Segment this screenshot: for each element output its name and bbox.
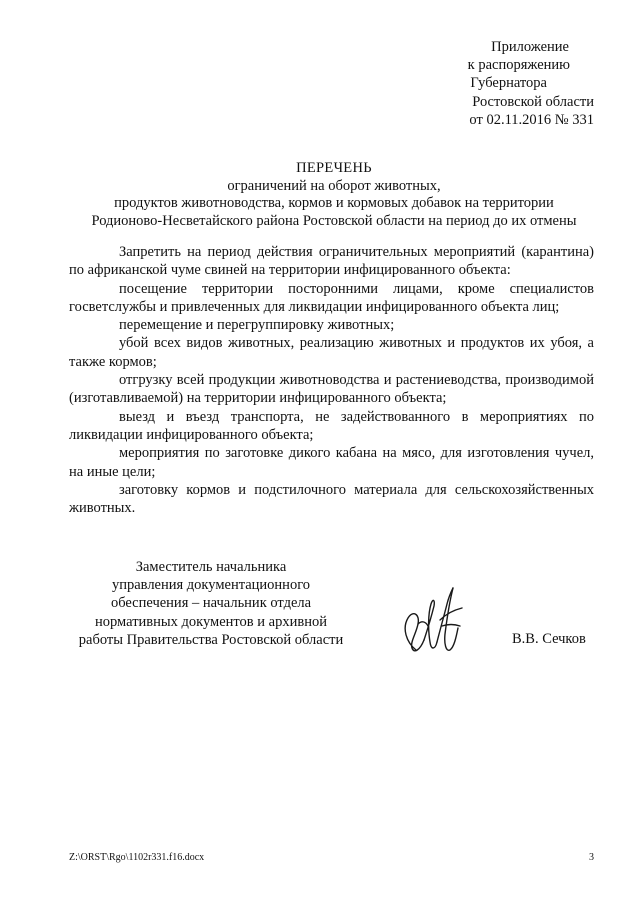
body-paragraph: Запретить на период действия ограничительных мероприятий (карантина) по африканской чуме свиней на территории инфицированного объекта: bbox=[69, 244, 594, 279]
signer-name: В.В. Сечков bbox=[512, 631, 586, 647]
appendix-line: Приложение bbox=[491, 39, 569, 55]
signatory-line: управления документационного bbox=[111, 577, 311, 594]
footer-file-path: Z:\ORST\Rgo\1102r331.f16.docx bbox=[69, 852, 205, 863]
body-paragraph: выезд и въезд транспорта, не задействованного в мероприятиях по ликвидации инфицированного объекта; bbox=[69, 408, 594, 443]
body-paragraph: посещение территории посторонними лицами, кроме специалистов госветслужбы и привлеченных для ликвидации инфицированного объекта лиц; bbox=[69, 280, 594, 315]
title-heading: ПЕРЕЧЕНЬ bbox=[296, 160, 372, 176]
signatory-line: работы Правительства Ростовской области bbox=[78, 631, 344, 648]
appendix-line: от 02.11.2016 № 331 bbox=[469, 111, 594, 128]
footer-page-number: 3 bbox=[589, 852, 594, 863]
signatory-position bbox=[66, 558, 356, 649]
signatory-line: нормативных документов и архивной bbox=[95, 613, 327, 630]
signatory-line: Заместитель начальника bbox=[135, 559, 287, 575]
signatory-line: обеспечения – начальник отдела bbox=[110, 595, 312, 612]
title-line: ограничений на оборот животных, bbox=[227, 177, 441, 194]
body-paragraph: отгрузку всей продукции животноводства и растениеводства, производимой (изготавливаемой) на территории инфицированного объекта; bbox=[69, 372, 594, 407]
title-line: Родионово-Несветайского района Ростовской области на период до их отмены bbox=[91, 212, 577, 229]
appendix-line: Губернатора bbox=[470, 75, 547, 92]
appendix-line: Ростовской области bbox=[472, 93, 594, 110]
body-paragraph: перемещение и перегруппировку животных; bbox=[119, 317, 395, 334]
body-paragraph: убой всех видов животных, реализацию животных и продуктов их убоя, а также кормов; bbox=[69, 335, 594, 370]
document-title bbox=[46, 160, 622, 230]
document-body bbox=[69, 243, 594, 517]
title-line: продуктов животноводства, кормов и кормовых добавок на территории bbox=[114, 195, 554, 212]
body-paragraph: мероприятия по заготовке дикого кабана на мясо, для изготовления чучел, на иные цели; bbox=[69, 445, 594, 480]
appendix-line: к распоряжению bbox=[467, 57, 570, 74]
handwritten-signature bbox=[398, 580, 468, 660]
body-paragraph: заготовку кормов и подстилочного материала для сельскохозяйственных животных. bbox=[69, 481, 594, 517]
appendix-header bbox=[404, 38, 594, 129]
